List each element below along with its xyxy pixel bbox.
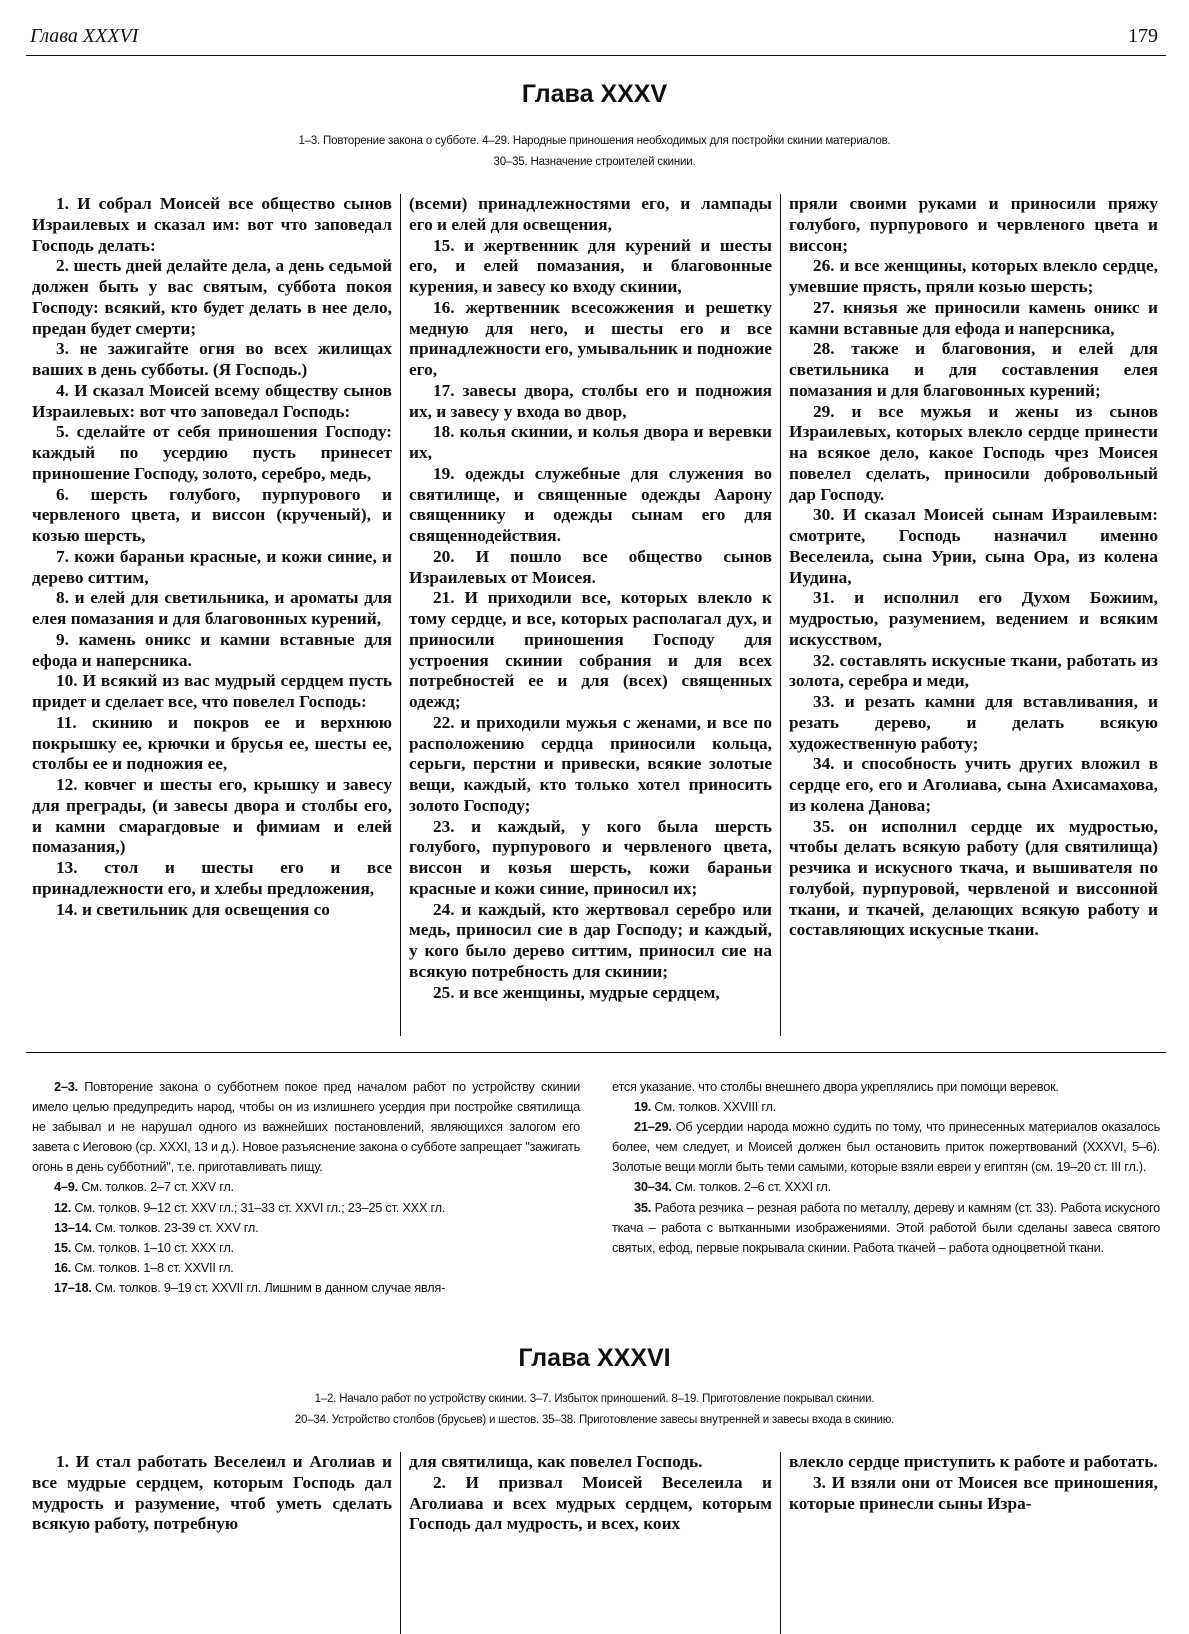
verse	[789, 1473, 1158, 1515]
verse	[32, 588, 392, 630]
verse-number: 10.	[56, 671, 78, 691]
text-column	[24, 1452, 400, 1634]
verse-number: 1.	[56, 1452, 69, 1471]
verse-text: и все женщины, которых влекло сердце, умевшие прясть, пряли козью шерсть;	[789, 256, 1158, 296]
verse-number: 31.	[813, 588, 835, 608]
text-column	[780, 194, 1166, 1036]
verse-number: 23.	[433, 816, 455, 836]
note-text: Работа резчика – резная работа по металлу, дереву и камням (ст. 33). Работа искусного ткача – работа с вытканными изображениями. Этой работой были сделаны завеса святого святых, ефод, первые покрывала скинии. Работа ткачей – работа одноцветной ткани.	[612, 1199, 1160, 1255]
verse	[789, 754, 1158, 816]
verse-number: 1.	[56, 194, 69, 213]
verse-text: не зажигайте огня во всех жилищах ваших в день субботы. (Я Господь.)	[32, 339, 392, 379]
running-head	[26, 22, 1166, 56]
summary-line: 1–3. Повторение закона о субботе. 4–29. Народные приношения необходимых для постройки скинии материалов.	[298, 135, 891, 147]
verse-text: влекло сердце приступить к работе и работать.	[789, 1452, 1158, 1471]
note-text: См. толков. XXVIII гл.	[654, 1099, 777, 1115]
verse-number: 8.	[56, 588, 69, 608]
verse-number: 15.	[433, 235, 455, 255]
verse-number: 2.	[433, 1472, 446, 1492]
note-reference: 35.	[634, 1199, 652, 1215]
page-number: 179	[1128, 25, 1158, 47]
commentary-note	[612, 1198, 1160, 1258]
verse	[32, 422, 392, 484]
verse-text: И стал работать Веселеил и Аголиав и все мудрые сердцем, которым Господь дал мудрость и разумение, чтоб уметь сделать всякую работу, потребную	[32, 1452, 392, 1534]
note-reference: 17–18.	[54, 1279, 92, 1295]
verse-number: 14.	[56, 899, 78, 919]
verse-number: 18.	[433, 422, 455, 442]
verse	[409, 464, 772, 547]
verse-number: 2.	[56, 256, 69, 276]
verse-number: 3.	[813, 1472, 826, 1492]
verse	[409, 298, 772, 381]
verse-number: 22.	[433, 712, 455, 732]
verse-text: и резать камни для вставливания, и резать дерево, и делать всякую художественную работу;	[789, 692, 1158, 753]
commentary-note	[32, 1177, 580, 1197]
verse-text: И сказал Моисей всему обществу сынов Израилевых: вот что заповедал Господь:	[32, 380, 392, 421]
verse	[409, 236, 772, 298]
verse	[409, 713, 772, 817]
verse-number: 20.	[433, 546, 455, 566]
verse	[409, 422, 772, 464]
verse-text: и елей для светильника, и ароматы для елея помазания и для благовонных курений,	[32, 588, 392, 628]
verse-text: шерсть голубого, пурпурового и червленого цвета, и виссон (крученый), и козью шерсть,	[32, 484, 392, 545]
verse-text: кожи бараньи красные, и кожи синие, и дерево ситтим,	[32, 546, 392, 587]
note-reference: 19.	[634, 1099, 652, 1115]
verse-text: и приходили мужья с женами, и все по расположению сердца приносили кольца, серьги, перстни и привески, всякие золотые вещи, каждый, кто только хотел приносить золото Господу;	[409, 712, 773, 815]
verse	[789, 194, 1158, 256]
commentary-note	[612, 1077, 1160, 1097]
verse-text: и каждый, кто жертвовал серебро или медь, приносил сие в дар Господу; и каждый, у кого было дерево ситтим, приносил сие на всякую потребность для скинии;	[409, 899, 772, 981]
commentary	[26, 1077, 1166, 1317]
verse-text: стол и шесты его и все принадлежности его, и хлебы предложения,	[32, 858, 393, 898]
commentary-note	[32, 1238, 580, 1258]
verse-number: 30.	[813, 505, 835, 525]
note-reference: 2–3.	[54, 1079, 78, 1094]
note-text: См. толков. 23-39 ст. XXV гл.	[94, 1219, 259, 1235]
verse-text: ковчег и шесты его, крышку и завесу для преграды, (и завесы двора и столбы его, и камни смарагдовые и фимиам и елей помазания,)	[32, 775, 392, 857]
note-reference: 12.	[54, 1199, 72, 1215]
verse	[32, 671, 392, 713]
verse	[409, 588, 772, 713]
text-column	[400, 194, 780, 1036]
note-text: См. толков. 2–6 ст. XXXI гл.	[674, 1179, 831, 1195]
verse-text: пряли своими руками и приносили пряжу голубого, пурпурового и червленого цвета и виссон;	[789, 194, 1158, 255]
note-text: ется указание. что столбы внешнего двора укреплялись при помощи веревок.	[612, 1079, 1059, 1094]
verse	[409, 983, 772, 1004]
verse-number: 32.	[813, 650, 835, 670]
verse-text: колья скинии, и колья двора и веревки их,	[409, 422, 772, 462]
verse-text: князья же приносили камень оникс и камни вставные для ефода и наперсника,	[789, 297, 1158, 338]
text-column	[24, 194, 400, 1036]
note-text: Повторение закона о субботнем покое пред началом работ по устройству скинии имело целью предупредить народ, чтобы он из излишнего усердия при постройке святилища не забывал и не нарушал одного из важнейших постановлений, являющихся залогом его завета с Иеговою (ср. XXXI, 13 и д.). Новое разъяснение закона о субботе запрещает "зажигать огонь в день субботний", т.е. приготавливать пищу.	[32, 1079, 580, 1175]
summary-line: 1–2. Начало работ по устройству скинии. 3–7. Избыток приношений. 8–19. Приготовление покрывал скинии.	[314, 1393, 875, 1405]
verse-number: 33.	[813, 692, 835, 711]
verse-number: 4.	[56, 380, 69, 400]
verse-text: шесть дней делайте дела, а день седьмой должен быть у вас святым, суббота покоя Господу: всякий, кто будет делать в нее дело, предан будет смерти;	[32, 256, 392, 338]
commentary-note	[32, 1077, 580, 1177]
note-reference: 13–14.	[54, 1219, 92, 1235]
verse-text: он исполнил сердце их мудростью, чтобы делать всякую работу (для святилища) резчика и искусного ткача, и вышивателя по голубой, пурпуровой, червленой и виссонной ткани, и ткачей, делающих всякую работу и составляющих искусные ткани.	[789, 816, 1158, 940]
verse	[409, 381, 772, 423]
verse-text: для святилища, как повелел Господь.	[409, 1452, 703, 1471]
verse-text: и все женщины, мудрые сердцем,	[458, 982, 720, 1002]
verse-number: 16.	[433, 297, 455, 317]
verse-number: 25.	[433, 982, 455, 1002]
text-columns	[24, 1452, 1166, 1634]
commentary-note	[32, 1218, 580, 1238]
commentary-note	[612, 1177, 1160, 1197]
verse	[32, 1452, 392, 1535]
verse-text: камень оникс и камни вставные для ефода и наперсника.	[32, 629, 392, 670]
verse	[789, 1452, 1158, 1473]
verse	[789, 402, 1158, 506]
verse	[409, 817, 772, 900]
verse	[409, 1473, 772, 1535]
running-head-title: Глава XXXVI	[30, 25, 139, 47]
verse-text: и исполнил его Духом Божиим, мудростью, разумением, ведением и всяким искусством,	[789, 588, 1158, 649]
summary-line: 30–35. Назначение строителей скинии.	[493, 156, 696, 168]
chapter-summary	[0, 1389, 1189, 1431]
note-reference: 21–29.	[634, 1119, 672, 1135]
verse	[409, 547, 772, 589]
commentary-column	[26, 1077, 586, 1317]
verse-text: и жертвенник для курений и шесты его, и елей помазания, и благовонные курения, и завесу ко входу скинии,	[409, 235, 772, 296]
note-text: См. толков. 2–7 ст. XXV гл.	[81, 1179, 234, 1195]
verse-text: (всеми) принадлежностями его, и лампады его и елей для освещения,	[409, 194, 772, 234]
verse	[32, 630, 392, 672]
verse-number: 17.	[433, 380, 455, 400]
verse	[789, 588, 1158, 650]
verse-text: И сказал Моисей сынам Израилевым: смотрите, Господь назначил именно Веселеила, сына Урии, сына Ора, из колена Иудина,	[789, 505, 1158, 587]
commentary-note	[32, 1198, 580, 1218]
note-text: Об усердии народа можно судить по тому, что принесенных материалов оказалось более, чем следует, и Моисей должен был остановить приток пожертвований (XXXVI, 5–6). Золотые вещи могли быть теми самыми, которые взяли евреи у египтян (см. 19–20 ст. III гл.).	[612, 1119, 1160, 1175]
verse	[789, 817, 1158, 942]
verse-number: 9.	[56, 629, 69, 649]
text-column	[400, 1452, 780, 1634]
verse-number: 35.	[813, 816, 835, 836]
verse-text: И собрал Моисей все общество сынов Израилевых и сказал им: вот что заповедал Господь делать:	[32, 194, 392, 255]
chapter-title: Глава XXXV	[521, 80, 668, 108]
note-reference: 30–34.	[634, 1179, 672, 1195]
verse-text: также и благовония, и елей для светильника и для составления елея помазания и для благовонных курений;	[789, 339, 1158, 400]
verse-number: 6.	[56, 484, 69, 504]
verse-text: составлять искусные ткани, работать из золота, серебра и меди,	[789, 650, 1158, 691]
verse-number: 24.	[433, 899, 455, 919]
verse-text: и все мужья и жены из сынов Израилевых, которых влекло сердце принести на всякое дело, какое Господь чрез Моисея повелел сделать, приносили добровольный дар Господу.	[789, 401, 1158, 504]
verse-number: 27.	[813, 297, 835, 317]
commentary-note	[612, 1097, 1160, 1117]
verse-number: 34.	[813, 754, 835, 774]
verse-text: жертвенник всесожжения и решетку медную для него, и шесты его и все принадлежности его, умывальник и подножие его,	[409, 297, 772, 379]
verse	[32, 858, 392, 900]
verse	[789, 692, 1158, 754]
verse-text: скинию и покров ее и верхнюю покрышку ее, крючки и брусья ее, шесты ее, столбы ее и подножия ее,	[32, 712, 392, 774]
verse	[32, 339, 392, 381]
verse-text: И всякий из вас мудрый сердцем пусть придет и сделает все, что повелел Господь:	[32, 671, 392, 711]
verse-number: 7.	[56, 546, 69, 566]
note-reference: 15.	[54, 1239, 72, 1255]
verse	[32, 256, 392, 339]
verse-number: 5.	[56, 422, 69, 442]
verse-text: И пошло все общество сынов Израилевых от Моисея.	[409, 546, 772, 587]
commentary-column	[606, 1077, 1166, 1317]
verse-text: И взяли они от Моисея все приношения, которые принесли сыны Изра-	[789, 1472, 1158, 1513]
chapter-title: Глава XXXVI	[518, 1344, 671, 1372]
verse	[32, 381, 392, 423]
note-reference: 4–9.	[54, 1179, 78, 1195]
verse	[32, 713, 392, 775]
verse-text: одежды служебные для служения во святилище, и священные одежды Аарону священнику и одежды сынам его для священнодействия.	[409, 463, 772, 545]
verse	[789, 256, 1158, 298]
verse	[32, 547, 392, 589]
commentary-note	[612, 1117, 1160, 1177]
verse	[789, 505, 1158, 588]
verse	[32, 485, 392, 547]
verse	[32, 900, 392, 921]
verse	[32, 775, 392, 858]
note-text: См. толков. 1–8 ст. XXVII гл.	[74, 1259, 234, 1275]
note-text: См. толков. 9–19 ст. XXVII гл. Лишним в данном случае явля-	[94, 1279, 446, 1295]
verse	[32, 194, 392, 256]
verse-number: 3.	[56, 339, 69, 359]
note-text: См. толков. 1–10 ст. XXX гл.	[74, 1239, 234, 1255]
verse-number: 29.	[813, 401, 835, 421]
verse-number: 12.	[56, 775, 78, 794]
verse-number: 26.	[813, 256, 835, 276]
text-columns	[24, 194, 1166, 1036]
verse-text: и светильник для освещения со	[81, 899, 330, 919]
verse-number: 19.	[433, 463, 455, 483]
verse-text: И призвал Моисей Веселеила и Аголиава и всех мудрых сердцем, которым Господь дал мудрость, и всех, коих	[409, 1472, 772, 1534]
verse-number: 11.	[56, 712, 77, 732]
chapter-summary	[0, 131, 1189, 173]
verse	[409, 194, 772, 236]
verse-number: 28.	[813, 339, 835, 359]
verse	[409, 1452, 772, 1473]
verse-text: и каждый, у кого была шерсть голубого, пурпурового и червленого цвета, виссон и козья шерсть, кожи бараньи красные и кожи синие, приносил их;	[409, 816, 772, 898]
footnote-divider	[26, 1052, 1166, 1053]
verse-number: 21.	[433, 588, 455, 608]
verse	[409, 900, 772, 983]
verse-text: И приходили все, которых влекло к тому сердце, и все, которых располагал дух, и приносили приношения Господу для устроения скинии собрания и для всех потребностей ее и для (всех) священных одежд;	[409, 588, 772, 711]
verse	[789, 651, 1158, 693]
summary-line: 20–34. Устройство столбов (брусьев) и шестов. 35–38. Приготовление завесы внутренней и завесы входа в скинию.	[294, 1414, 895, 1426]
note-text: См. толков. 9–12 ст. XXV гл.; 31–33 ст. XXVI гл.; 23–25 ст. XXX гл.	[74, 1199, 446, 1215]
commentary-note	[32, 1258, 580, 1278]
text-column	[780, 1452, 1166, 1634]
verse-number: 13.	[56, 858, 78, 877]
verse-text: завесы двора, столбы его и подножия их, и завесу у входа во двор,	[409, 380, 773, 421]
verse	[789, 339, 1158, 401]
verse-text: и способность учить других вложил в сердце его, его и Аголиава, сына Ахисамахова, из колена Данова;	[789, 754, 1158, 815]
verse-text: сделайте от себя приношения Господу: каждый по усердию пусть принесет приношение Господу, золото, серебро, медь,	[32, 422, 392, 483]
commentary-note	[32, 1278, 580, 1298]
note-reference: 16.	[54, 1259, 72, 1275]
verse	[789, 298, 1158, 340]
